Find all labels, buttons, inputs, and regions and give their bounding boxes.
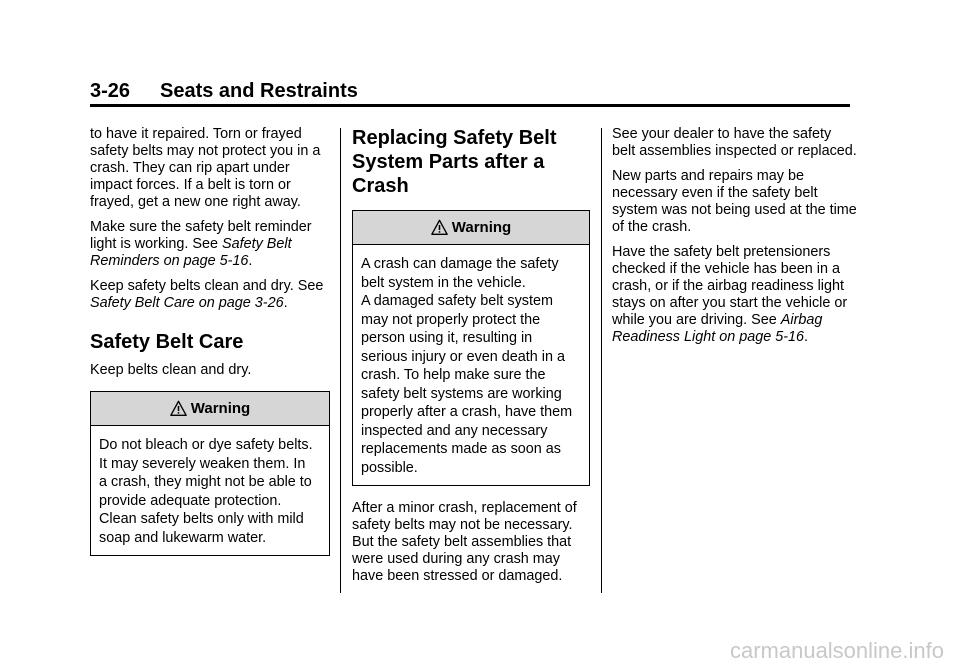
section-heading: Safety Belt Care bbox=[90, 331, 244, 353]
warning-header bbox=[91, 392, 329, 426]
cross-reference: Safety Belt Care on page 3-26 bbox=[90, 295, 284, 311]
column-1 bbox=[90, 126, 330, 570]
column-2 bbox=[352, 126, 590, 593]
warning-header bbox=[353, 211, 589, 245]
warning-box bbox=[90, 391, 330, 556]
section-title: Seats and Restraints bbox=[160, 80, 358, 102]
paragraph: to have it repaired. Torn or frayed safety belts may not protect you in a crash. They can rip apart under impact forces. If a belt is torn or frayed, get a new one right away. bbox=[90, 126, 321, 210]
warning-body: A crash can damage the safety belt system in the vehicle. A damaged safety belt system may not properly protect the person using it, resulting in serious injury or even death in a crash. To help make sure the safety belt systems are working properly after a crash, have them inspected and any necessary replacements made as soon as possible. bbox=[361, 256, 573, 476]
paragraph: Have the safety belt pretensioners checked if the vehicle has been in a crash, or if the airbag readiness light stays on after you start the vehicle or while you are driving. See Airbag Readiness Light on page 5-16. bbox=[612, 244, 848, 345]
warning-triangle-icon bbox=[170, 400, 187, 417]
warning-title: Warning bbox=[451, 219, 512, 236]
warning-body: Do not bleach or dye safety belts. It may severely weaken them. In a crash, they might not be able to provide adequate protection. Clean safety belts only with mild soap and lukewarm water. bbox=[99, 437, 313, 546]
warning-title: Warning bbox=[190, 400, 251, 417]
cross-reference: Safety Belt Reminders on page 5-16 bbox=[90, 236, 292, 269]
paragraph: New parts and repairs may be necessary even if the safety belt system was not being used at the time of the crash. bbox=[612, 168, 857, 235]
page-number: 3-26 bbox=[90, 80, 131, 102]
cross-reference: Airbag Readiness Light on page 5-16 bbox=[612, 312, 823, 345]
paragraph: Keep belts clean and dry. bbox=[90, 362, 252, 378]
paragraph: Keep safety belts clean and dry. See Safety Belt Care on page 3-26. bbox=[90, 278, 324, 311]
column-divider-1 bbox=[340, 128, 341, 593]
column-3 bbox=[612, 126, 857, 354]
header-rule bbox=[90, 104, 850, 107]
paragraph: See your dealer to have the safety belt assemblies inspected or replaced. bbox=[612, 126, 857, 159]
paragraph: After a minor crash, replacement of safety belts may not be necessary. But the safety belt assemblies that were used during any crash may have been stressed or damaged. bbox=[352, 500, 577, 584]
warning-triangle-icon bbox=[431, 219, 448, 236]
watermark: carmanualsonline.info bbox=[729, 638, 944, 663]
section-heading: Replacing Safety Belt System Parts after a Crash bbox=[352, 127, 557, 197]
page-header bbox=[90, 80, 850, 106]
paragraph: Make sure the safety belt reminder light is working. See Safety Belt Reminders on page 5-16. bbox=[90, 219, 312, 269]
warning-box bbox=[352, 210, 590, 486]
column-divider-2 bbox=[601, 128, 602, 593]
